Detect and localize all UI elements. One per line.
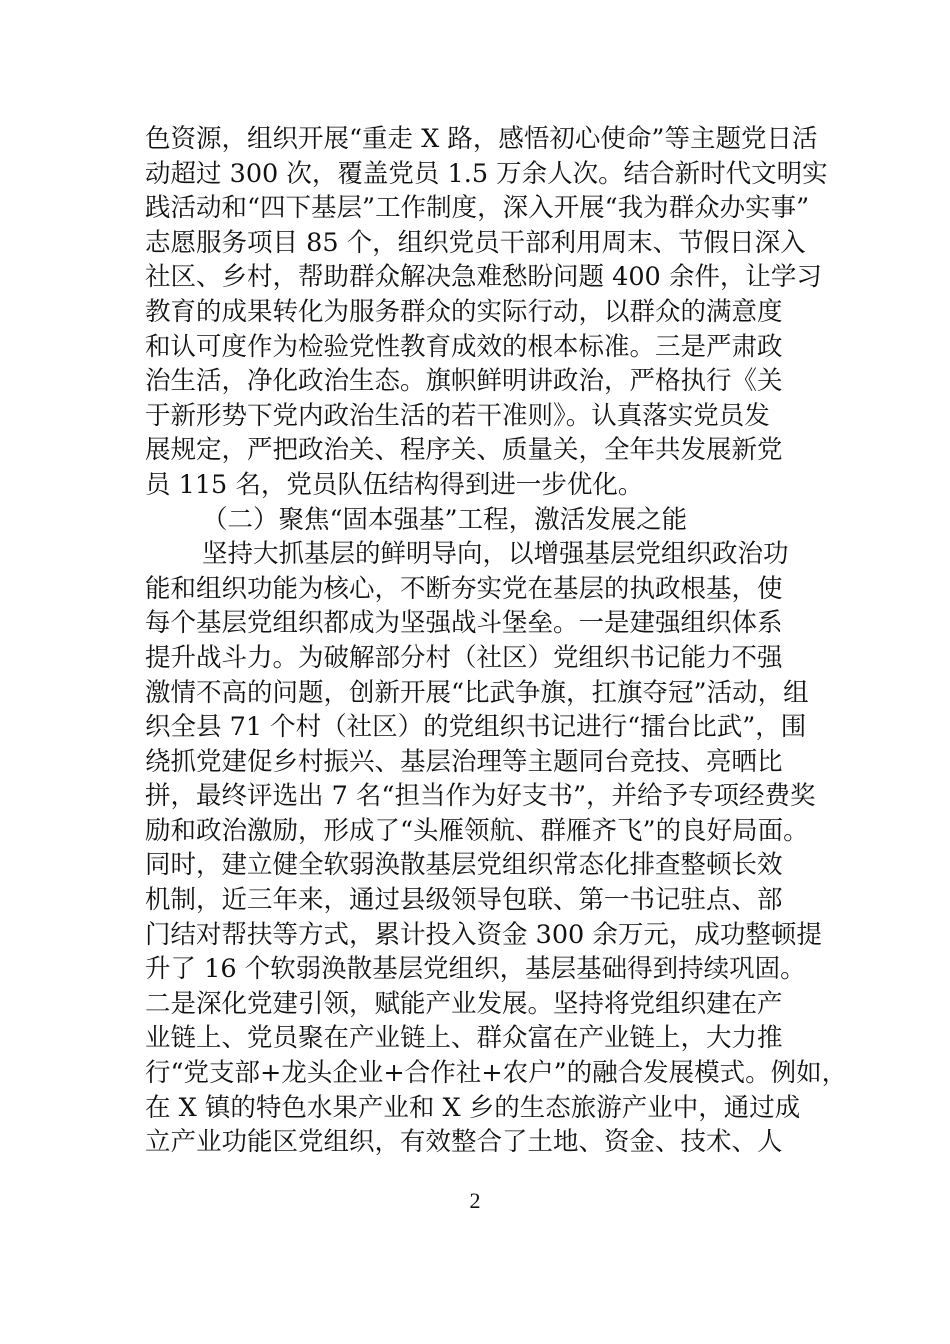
text-line: 治生活，净化政治生态。旗帜鲜明讲政治，严格执行《关 bbox=[145, 366, 783, 397]
text-line: 励和政治激励，形成了“头雁领航、群雁齐飞”的良好局面。 bbox=[145, 815, 809, 846]
text-line: 激情不高的问题，创新开展“比武争旗，扛旗夺冠”活动，组 bbox=[145, 677, 809, 708]
text-line: 业链上、党员聚在产业链上、群众富在产业链上，大力推 bbox=[145, 1023, 783, 1054]
text-line: 践活动和“四下基层”工作制度，深入开展“我为群众办实事” bbox=[145, 193, 810, 224]
text-line: 和认可度作为检验党性教育成效的根本标准。三是严肃政 bbox=[145, 331, 783, 362]
text-line: 绕抓党建促乡村振兴、基层治理等主题同台竞技、亮晒比 bbox=[145, 746, 783, 777]
text-line: 教育的成果转化为服务群众的实际行动，以群众的满意度 bbox=[145, 296, 783, 327]
section-heading: （二）聚焦“固本强基”工程，激活发展之能 bbox=[202, 504, 688, 535]
text-line: 立产业功能区党组织，有效整合了土地、资金、技术、人 bbox=[145, 1127, 783, 1158]
text-line: 员 115 名，党员队伍结构得到进一步优化。 bbox=[145, 469, 644, 500]
text-line: 升了 16 个软弱涣散基层党组织，基层基础得到持续巩固。 bbox=[145, 954, 806, 985]
text-line: 于新形势下党内政治生活的若干准则》。认真落实党员发 bbox=[145, 400, 770, 431]
page-number: 2 bbox=[469, 1188, 481, 1213]
text-line: 社区、乡村，帮助群众解决急难愁盼问题 400 余件，让学习 bbox=[145, 262, 822, 293]
text-line: 展规定，严把政治关、程序关、质量关，全年共发展新党 bbox=[145, 435, 783, 466]
text-line: 机制，近三年来，通过县级领导包联、第一书记驻点、部 bbox=[145, 885, 783, 916]
text-line: 在 X 镇的特色水果产业和 X 乡的生态旅游产业中，通过成 bbox=[145, 1092, 801, 1123]
text-line: 拼，最终评选出 7 名“担当作为好支书”，并给予专项经费奖 bbox=[145, 781, 816, 812]
text-line: 行“党支部+龙头企业+合作社+农户”的融合发展模式。例如， bbox=[145, 1058, 848, 1089]
text-line: 动超过 300 次，覆盖党员 1.5 万余人次。结合新时代文明实 bbox=[145, 158, 828, 189]
body-text bbox=[145, 122, 848, 1160]
text-line: 每个基层党组织都成为坚强战斗堡垒。一是建强组织体系 bbox=[145, 608, 783, 639]
text-line: 能和组织功能为核心，不断夯实党在基层的执政根基，使 bbox=[145, 573, 783, 604]
text-line: 同时，建立健全软弱涣散基层党组织常态化排查整顿长效 bbox=[145, 850, 783, 881]
text-line: 二是深化党建引领，赋能产业发展。坚持将党组织建在产 bbox=[145, 988, 783, 1019]
text-line: 提升战斗力。为破解部分村（社区）党组织书记能力不强 bbox=[145, 642, 783, 673]
text-line: 色资源，组织开展“重走 X 路，感悟初心使命”等主题党日活 bbox=[145, 124, 818, 154]
paragraph-first-line: 坚持大抓基层的鲜明导向，以增强基层党组织政治功 bbox=[202, 539, 789, 570]
text-line: 志愿服务项目 85 个，组织党员干部利用周末、节假日深入 bbox=[145, 227, 806, 258]
text-line: 门结对帮扶等方式，累计投入资金 300 余万元，成功整顿提 bbox=[145, 919, 822, 950]
text-line: 织全县 71 个村（社区）的党组织书记进行“擂台比武”，围 bbox=[145, 712, 807, 743]
